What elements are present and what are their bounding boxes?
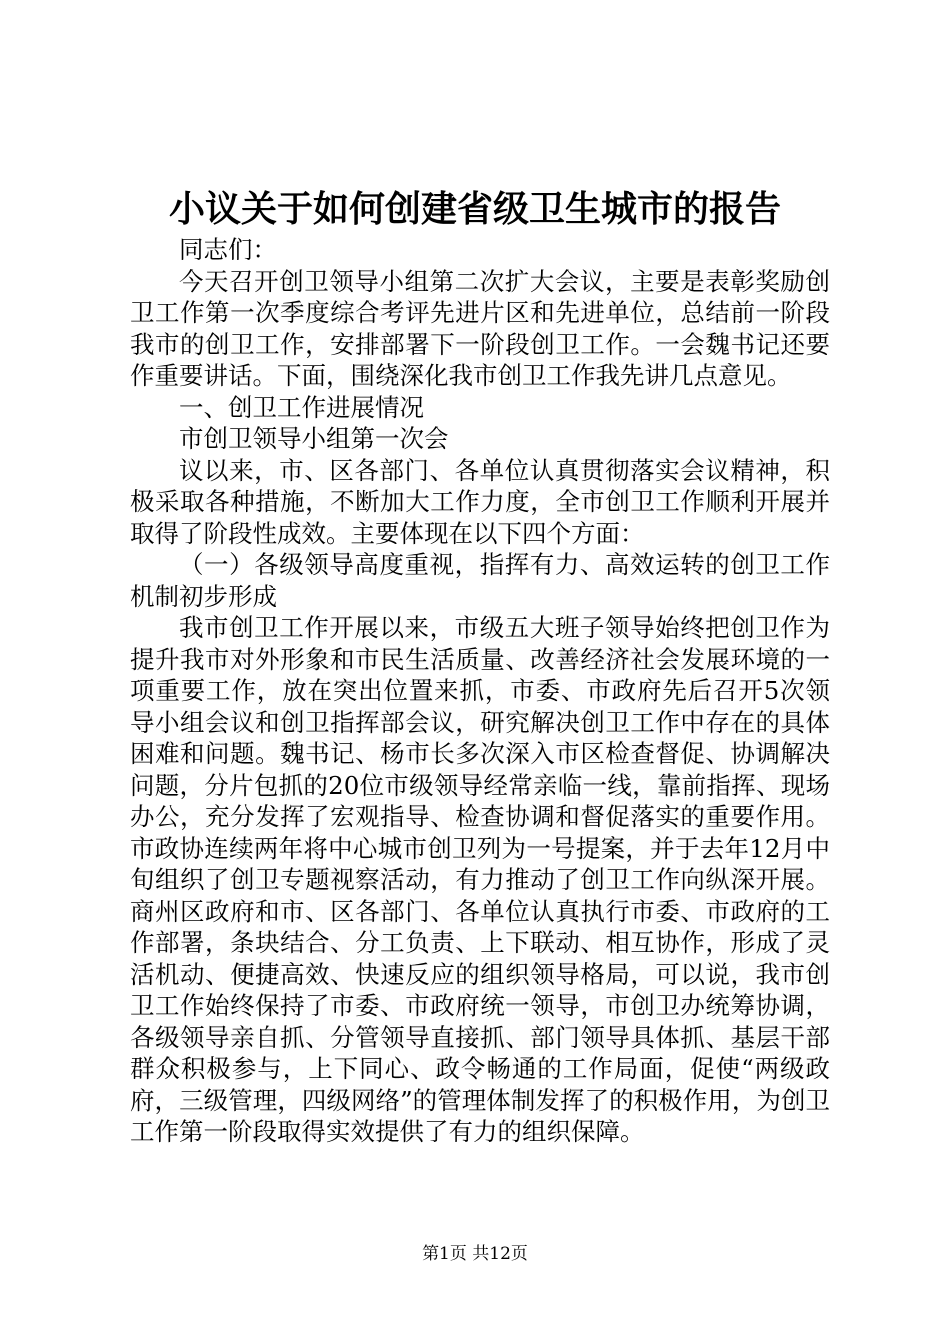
salutation: 同志们：: [179, 235, 277, 264]
document-title: 小议关于如何创建省级卫生城市的报告: [168, 188, 781, 230]
section-heading: 一、创卫工作进展情况: [179, 392, 424, 422]
paragraph-intro: 今天召开创卫领导小组第二次扩大会议，主要是表彰奖励创卫工作第一次季度综合考评先进片区和先进单位，总结前一阶段我市的创卫工作，安排部署下一阶段创卫工作。一会魏书记还要作重要讲话。下面，围绕深化我市创卫工作我先讲几点意见。: [130, 266, 830, 390]
subsection-heading: （一）各级领导高度重视，指挥有力、高效运转的创卫工作机制初步形成: [130, 550, 830, 611]
page-footer: 第1页 共12页: [422, 1244, 528, 1264]
paragraph-meeting-start: 市创卫领导小组第一次会: [179, 424, 449, 453]
document-body: [130, 234, 830, 1148]
paragraph-meeting-cont: 议以来，市、区各部门、各单位认真贯彻落实会议精神，积极采取各种措施，不断加大工作力度，全市创卫工作顺利开展并取得了阶段性成效。主要体现在以下四个方面：: [130, 455, 830, 548]
paragraph-body: 我市创卫工作开展以来，市级五大班子领导始终把创卫作为提升我市对外形象和市民生活质量、改善经济社会发展环境的一项重要工作，放在突出位置来抓，市委、市政府先后召开5次领导小组会议和创卫指挥部会议，研究解决创卫工作中存在的具体困难和问题。魏书记、杨市长多次深入市区检查督促、协调解决问题，分片包抓的20位市级领导经常亲临一线，靠前指挥、现场办公，充分发挥了宏观指导、检查协调和督促落实的重要作用。市政协连续两年将中心城市创卫列为一号提案，并于去年12月中旬组织了创卫专题视察活动，有力推动了创卫工作向纵深开展。商州区政府和市、区各部门、各单位认真执行市委、市政府的工作部署，条块结合、分工负责、上下联动、相互协作，形成了灵活机动、便捷高效、快速反应的组织领导格局，可以说，我市创卫工作始终保持了市委、市政府统一领导，市创卫办统筹协调，各级领导亲自抓、分管领导直接抓、部门领导具体抓、基层干部群众积极参与，上下同心、政令畅通的工作局面，促使“两级政府，三级管理，四级网络”的管理体制发挥了的积极作用，为创卫工作第一阶段取得实效提供了有力的组织保障。: [130, 613, 830, 1146]
